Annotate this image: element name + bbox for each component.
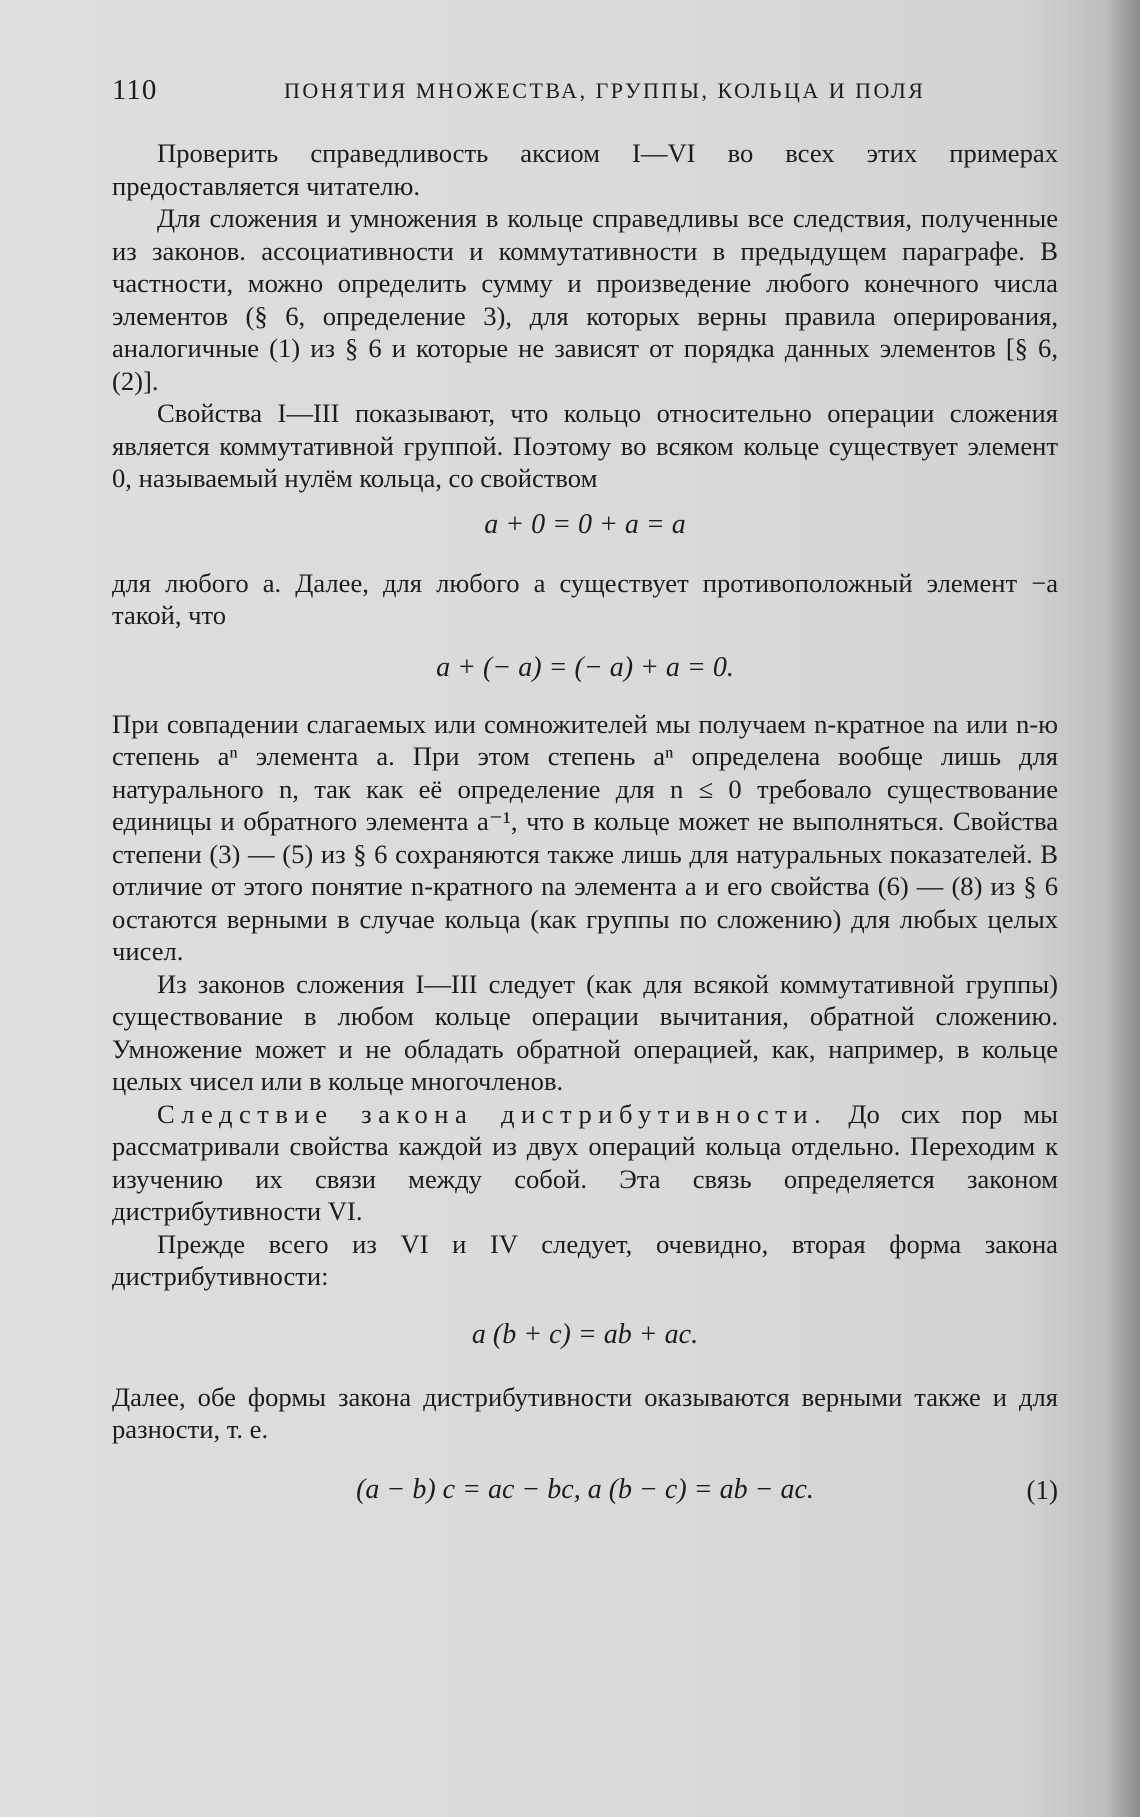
paragraph-5: При совпадении слагаемых или сомножителей мы получаем n-кратное na или n-ю степень aⁿ элемента a. При этом степень aⁿ определена вообще лишь для натурального n, так как её определение для n ≤ 0 требовало существование единицы и обратного элемента a⁻¹, что в кольце может не выполняться. Свойства степени (3) — (5) из § 6 сохраняются также лишь для натуральных показателей. В отличие от этого понятие n-кратного na элемента a и его свойства (6) — (8) из § 6 остаются верными в случае кольца (как группы по сложению) для любых целых чисел. xyxy=(112,708,1058,966)
section-heading-distributivity: Следствие закона дистрибутивности. xyxy=(157,1098,828,1129)
page-body xyxy=(112,137,1058,1506)
formula-opposite-element: a + (− a) = (− a) + a = 0. xyxy=(436,651,734,683)
paragraph-7 xyxy=(112,1098,1058,1228)
equation-number: (1) xyxy=(1026,1474,1058,1505)
paragraph-8: Прежде всего из VI и IV следует, очевидно, вторая форма закона дистрибутивности: xyxy=(112,1228,1058,1291)
formula-zero-element: a + 0 = 0 + a = a xyxy=(484,508,686,540)
running-title: ПОНЯТИЯ МНОЖЕСТВА, ГРУППЫ, КОЛЬЦА И ПОЛЯ xyxy=(284,78,926,103)
page-header xyxy=(112,74,1058,110)
paragraph-7-text: До сих пор мы рассматривали свойства каждой из двух операций кольца отдельно. Переходим к изучению их связи между собой. Эта связь определяется законом дистрибутивности VI. xyxy=(112,1098,1059,1226)
paragraph-6: Из законов сложения I—III следует (как для всякой коммутативной группы) существование в любом кольце операции вычитания, обратной сложению. Умножение может и не обладать обратной операцией, как, например, в кольце целых чисел или в кольце многочленов. xyxy=(112,968,1058,1096)
paragraph-4: для любого a. Далее, для любого a существует противоположный элемент −a такой, что xyxy=(112,567,1058,630)
paragraph-2: Для сложения и умножения в кольце справедливы все следствия, полученные из законов. ассоциативности и коммутативности в предыдущем параграфе. В частности, можно определить сумму и произведение любого конечного числа элементов (§ 6, определение 3), для которых верны правила оперирования, аналогичные (1) из § 6 и которые не зависят от порядка данных элементов [§ 6, (2)]. xyxy=(112,203,1058,396)
formula-difference-law-text: (a − b) c = ac − bc, a (b − c) = ab − ac. xyxy=(356,1473,814,1505)
page-number: 110 xyxy=(112,74,158,106)
formula-distributive-law: a (b + c) = ab + ac. xyxy=(471,1318,699,1350)
formula-difference-law xyxy=(112,1474,1058,1506)
paragraph-9: Далее, обе формы закона дистрибутивности оказываются верными также и для разности, т. е. xyxy=(112,1381,1058,1444)
paragraph-1: Проверить справедливость аксиом I—VI во всех этих примерах предоставляется читателю. xyxy=(112,138,1058,201)
paragraph-3: Свойства I—III показывают, что кольцо относительно операции сложения является коммутативной группой. Поэтому во всяком кольце существует элемент 0, называемый нулём кольца, со свойством xyxy=(112,398,1058,493)
